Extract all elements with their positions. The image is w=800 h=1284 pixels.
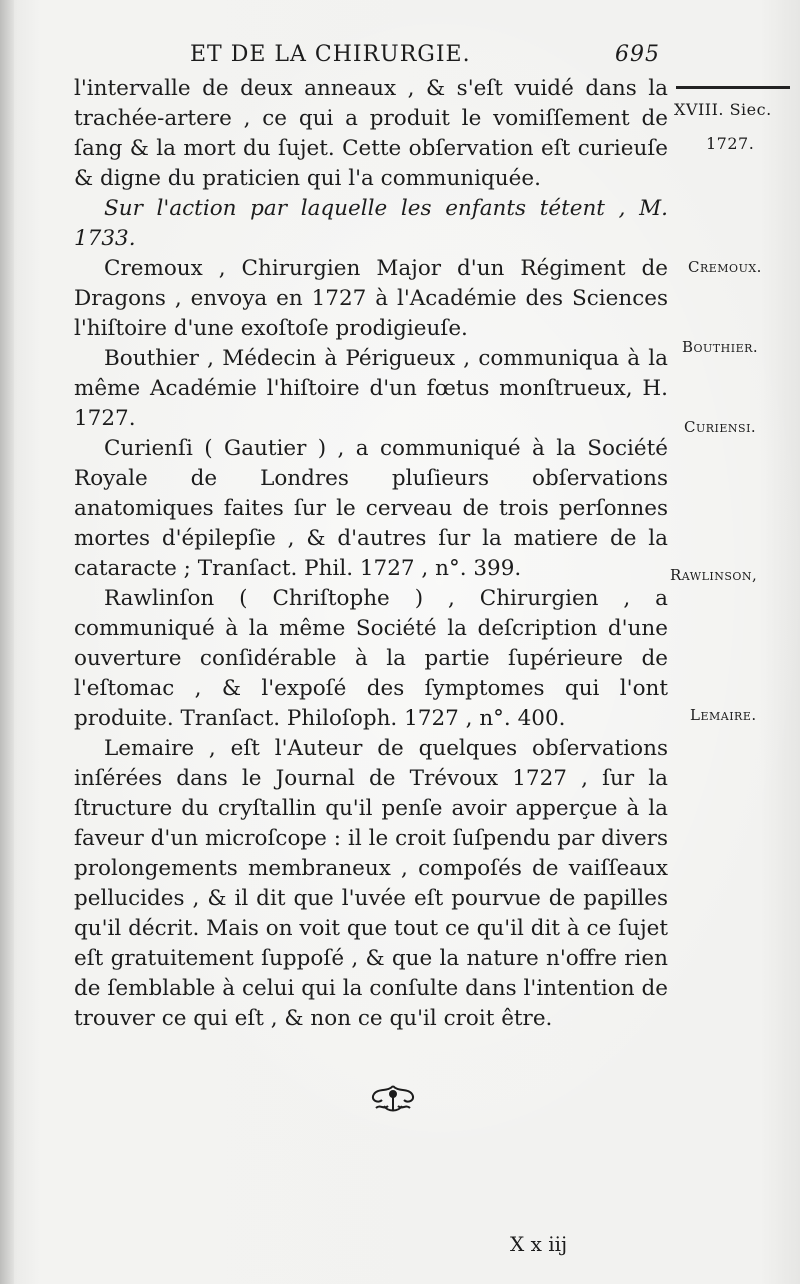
printer-ornament-icon — [366, 1082, 420, 1114]
signature-mark: X x iij — [510, 1232, 568, 1256]
margin-rule — [676, 86, 790, 89]
paragraph-lemaire: Lemaire , eſt l'Auteur de quelques obſervations inſérées dans le Journal de Trévoux 1727 , ſur la ſtructure du cryſtallin qu'il penſe avoir apperçue à la faveur d'un microſcope : il le croit ſuſpendu par divers prolongements membraneux , compoſés de vaiſſeaux pellucides , & il dit que l'uvée eſt pourvue de papilles qu'il décrit. Mais on voit que tout ce qu'il dit à ce ſujet eſt gratuitement ſuppoſé , & que la nature n'offre rien de ſemblable à celui qui la conſulte dans l'intention de trouver ce qui eſt , & non ce qu'il croit être. — [74, 736, 668, 1031]
running-head — [190, 42, 660, 76]
margin-note-cremoux: Cremoux. — [688, 258, 762, 276]
margin-note-century: XVIII. Siec. — [674, 100, 772, 119]
paragraph-reference: Sur l'action par laquelle les enfants tétent , M. 1733. — [74, 196, 668, 251]
paragraph-bouthier: Bouthier , Médecin à Périgueux , communiqua à la même Académie l'hiſtoire d'un fœtus monſtrueux, H. 1727. — [74, 346, 668, 431]
paragraph-rawlinson: Rawlinſon ( Chriſtophe ) , Chirurgien , a communiqué à la même Société la deſcription d'une ouverture conſidérable à la partie ſupérieure de l'eſtomac , & l'expoſé des ſymptomes qui l'ont produite. Tranſact. Philoſoph. 1727 , n°. 400. — [74, 586, 668, 731]
paragraph-curiensi: Curienſi ( Gautier ) , a communiqué à la Société Royale de Londres pluſieurs obſervations anatomiques faites ſur le cerveau de trois perſonnes mortes d'épilepſie , & d'autres ſur la matiere de la cataracte ; Tranſact. Phil. 1727 , n°. 399. — [74, 436, 668, 581]
paragraph-continuation: l'intervalle de deux anneaux , & s'eſt vuidé dans la trachée-artere , ce qui a produit le vomiſſement de ſang & la mort du ſujet. Cette obſervation eſt curieuſe & digne du praticien qui l'a communiquée. — [74, 76, 668, 191]
paragraph-cremoux: Cremoux , Chirurgien Major d'un Régiment de Dragons , envoya en 1727 à l'Académie des Sciences l'hiſtoire d'une exoſtoſe prodigieuſe. — [74, 256, 668, 341]
running-head-title: ET DE LA CHIRURGIE. — [190, 42, 471, 67]
margin-note-year: 1727. — [706, 134, 755, 153]
margin-note-bouthier: Bouthier. — [682, 338, 759, 356]
page-number: 695 — [615, 42, 660, 67]
margin-note-rawlinson: Rawlinson, — [670, 566, 758, 584]
margin-note-lemaire: Lemaire. — [690, 706, 757, 724]
page-gutter — [0, 0, 14, 1284]
body-text — [74, 74, 668, 1034]
margin-note-curiensi: Curiensi. — [684, 418, 757, 436]
